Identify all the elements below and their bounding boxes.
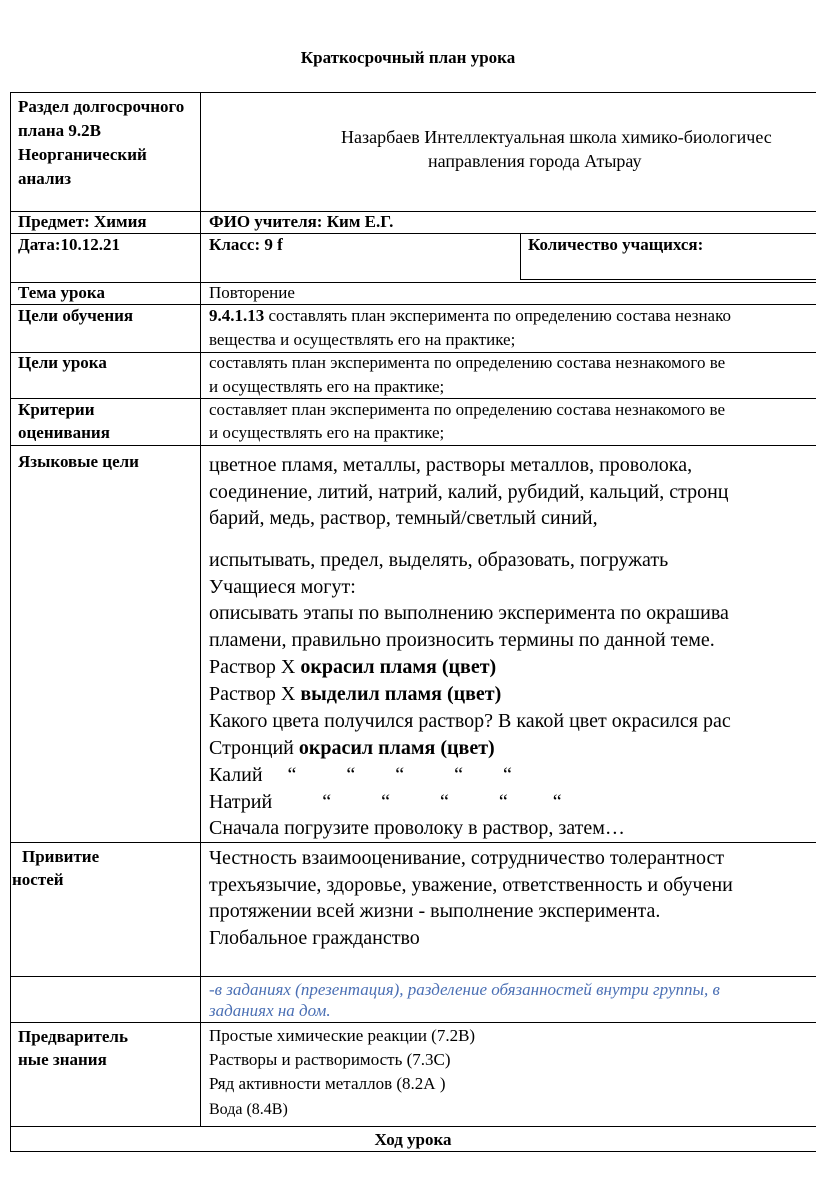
topic-label: Тема урока: [18, 283, 105, 302]
prior-knowledge-line2: Растворы и растворимость (7.3С): [209, 1050, 451, 1069]
section-label: Раздел долгосрочного плана 9.2В Неорганический анализ: [18, 97, 185, 188]
learning-goals-label: Цели обучения: [18, 306, 134, 325]
lesson-goals-line2: и осуществлять его на практике;: [209, 377, 445, 396]
language-goals-label: Языковые цели: [18, 452, 139, 471]
school-name-line2: направления города Атырау: [428, 151, 642, 171]
criteria-line1: составляет план эксперимента по определению состава незнакомого ве: [209, 400, 725, 419]
language-goals-line8: [209, 654, 816, 681]
language-goals-line1: цветное пламя, металлы, растворы металлов, проволока,: [209, 454, 693, 476]
values-label-line2: ностей: [12, 870, 64, 889]
teacher-name: ФИО учителя: Ким Е.Г.: [209, 212, 394, 231]
language-goals-line5: Учащиеся могут:: [209, 576, 356, 598]
date-label: Дата:10.12.21: [18, 235, 120, 254]
school-name-line1: Назарбаев Интеллектуальная школа химико-биологичес: [341, 127, 772, 147]
prior-knowledge-line1: Простые химические реакции (7.2В): [209, 1026, 476, 1045]
students-count-label: Количество учащихся:: [528, 235, 704, 254]
prior-knowledge-label-line2: ные знания: [18, 1050, 107, 1069]
language-goals-line13: Натрий “ “ “ “ “: [209, 791, 562, 813]
values-line3: протяжении всей жизни - выполнение эксперимента.: [209, 900, 661, 922]
learning-goals-line1: [209, 304, 816, 328]
values-line4: Глобальное гражданство: [209, 927, 420, 949]
language-goals-line10: Какого цвета получился раствор? В какой цвет окрасился рас: [209, 710, 731, 732]
extra-line1: -в заданиях (презентация), разделение обязанностей внутри группы, в: [209, 980, 720, 999]
prior-knowledge-line3: Ряд активности металлов (8.2А ): [209, 1074, 446, 1093]
prior-knowledge-line4: Вода (8.4В): [209, 1101, 288, 1118]
language-goals-line6: описывать этапы по выполнению эксперимента по окрашива: [209, 602, 729, 624]
language-goals-line8-plain: Раствор Х: [209, 656, 301, 678]
language-goals-line11-plain: Стронций: [209, 737, 299, 759]
learning-goal-code: 9.4.1.13: [209, 306, 265, 325]
page-title: Краткосрочный план урока: [300, 48, 516, 67]
learning-goal-text: составлять план эксперимента по определению состава незнако: [264, 306, 731, 325]
language-goals-line9: [209, 681, 816, 708]
language-goals-line8-bold: окрасил пламя (цвет): [300, 656, 497, 678]
lesson-goals-label: Цели урока: [18, 353, 107, 372]
language-goals-line2: соединение, литий, натрий, калий, рубидий, кальций, стронц: [209, 481, 729, 503]
language-goals-line11-bold: окрасил пламя (цвет): [298, 737, 495, 759]
lesson-goals-line1: составлять план эксперимента по определению состава незнакомого ве: [209, 353, 726, 372]
language-goals-line4: испытывать, предел, выделять, образовать, погружать: [209, 549, 669, 571]
topic-value: Повторение: [209, 283, 295, 302]
prior-knowledge-label-line1: Предваритель: [18, 1027, 128, 1046]
language-goals-line11: [209, 735, 816, 762]
language-goals-line3: барий, медь, раствор, темный/светлый синий,: [209, 507, 598, 529]
lesson-flow-heading: Ход урока: [374, 1130, 452, 1149]
language-goals-line14: Сначала погрузите проволоку в раствор, затем…: [209, 817, 625, 839]
language-goals-line7: пламени, правильно произносить термины по данной теме.: [209, 629, 715, 651]
values-label-line1: Привитие: [22, 847, 100, 866]
language-goals-line9-plain: Раствор Х: [209, 683, 301, 705]
criteria-label-line1: Критерии: [18, 400, 95, 419]
subject-label: Предмет: Химия: [18, 212, 147, 231]
learning-goals-line2: вещества и осуществлять его на практике;: [209, 330, 516, 349]
values-line2: трехъязычие, здоровье, уважение, ответственность и обучени: [209, 874, 733, 896]
values-line1: Честность взаимооценивание, сотрудничество толерантност: [209, 847, 725, 869]
criteria-label-line2: оценивания: [18, 423, 110, 442]
class-label: Класс: 9 f: [209, 235, 283, 254]
language-goals-line12: Калий “ “ “ “ “: [209, 764, 512, 786]
extra-line2: заданиях на дом.: [209, 1001, 331, 1020]
criteria-line2: и осуществлять его на практике;: [209, 423, 445, 442]
language-goals-line9-bold: выделил пламя (цвет): [300, 683, 502, 705]
